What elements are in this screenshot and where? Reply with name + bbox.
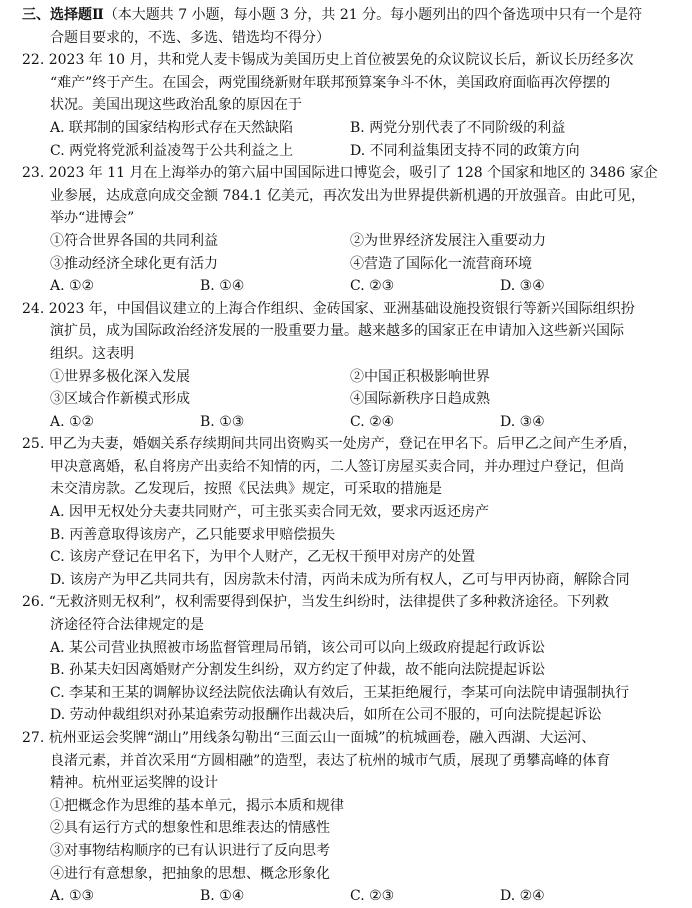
- question-stem: 杭州亚运会奖牌“湖山”用线条勾勒出“三面云山一面城”的杭城画卷，融入西湖、大运河、: [48, 730, 596, 746]
- question-stem: 举办“进博会”: [50, 210, 135, 227]
- option-d[interactable]: D. 该房产为甲乙共同共有，因房款未付清，丙尚未成为所有权人，乙可与甲丙协商，解除合同: [50, 571, 630, 588]
- statement-2: ②具有运行方式的想象性和思维表达的情感性: [50, 820, 330, 837]
- statement-1: ①符合世界各国的共同利益: [50, 232, 218, 249]
- statement-3: ③区域合作新模式形成: [50, 391, 190, 408]
- option-row: [22, 117, 678, 140]
- section-instructions-cont: 合题目要求的，不选、多选、错选均不得分）: [50, 29, 330, 46]
- statement-2: ②为世界经济发展注入重要动力: [350, 232, 546, 249]
- option-d[interactable]: D. ③④: [500, 413, 545, 430]
- question-22: [22, 49, 678, 162]
- question-number: 27.: [22, 730, 45, 746]
- question-stem: 2023 年 10 月，共和党人麦卡锡成为美国历史上首位被罢免的众议院议长后，新议长历经多次: [48, 52, 634, 69]
- question-stem: “难产”终于产生。在国会，两党围绕新财年联邦预算案争斗不休，美国政府面临再次停摆的: [50, 74, 611, 91]
- option-c[interactable]: C. ②③: [350, 888, 395, 905]
- question-stem: 精神。杭州亚运奖牌的设计: [50, 775, 218, 792]
- statement-4: ④进行有意想象，把抽象的思想、概念形象化: [50, 865, 330, 882]
- question-stem: 甲决意离婚，私自将房产出卖给不知情的丙，二人签订房屋买卖合同，并办理过户登记，但尚: [50, 458, 624, 475]
- statement-1: ①把概念作为思维的基本单元，揭示本质和规律: [50, 797, 344, 814]
- statement-3: ③推动经济全球化更有活力: [50, 255, 218, 272]
- option-c[interactable]: C. 该房产登记在甲名下，为甲个人财产，乙无权干预甲对房产的处置: [50, 549, 476, 566]
- option-d[interactable]: D. ②④: [500, 888, 545, 905]
- section-title: 三、选择题Ⅱ: [22, 7, 104, 23]
- question-stem: 组织。这表明: [50, 345, 134, 362]
- option-a[interactable]: A. 某公司营业执照被市场监督管理局吊销，该公司可以向上级政府提起行政诉讼: [50, 639, 546, 656]
- option-b[interactable]: B. 孙某夫妇因离婚财产分割发生纠纷，双方约定了仲裁，故不能向法院提起诉讼: [50, 662, 546, 679]
- question-stem: 演扩员，成为国际政治经济发展的一股重要力量。越来越多的国家正在申请加入这些新兴国际: [50, 323, 624, 340]
- question-27: [22, 727, 678, 908]
- option-c[interactable]: C. ②④: [350, 413, 395, 430]
- option-b[interactable]: B. ①③: [200, 413, 245, 430]
- option-a[interactable]: A. ①②: [50, 413, 95, 430]
- option-b[interactable]: B. ①④: [200, 278, 245, 295]
- option-a[interactable]: A. ①②: [50, 278, 95, 295]
- option-a[interactable]: A. ①③: [50, 888, 95, 905]
- question-stem: 2023 年 11 月在上海举办的第六届中国国际进口博览会，吸引了 128 个国家和地区的 3486 家企: [48, 165, 658, 182]
- option-c[interactable]: C. ②③: [350, 278, 395, 295]
- question-stem: 良渚元素，并首次采用“方圆相融”的造型，表达了杭州的城市气质，展现了勇攀高峰的体育: [50, 752, 611, 769]
- option-row: [22, 411, 678, 434]
- question-number: 24.: [22, 300, 45, 317]
- question-stem: 未交清房款。乙发现后，按照《民法典》规定，可采取的措施是: [50, 481, 442, 498]
- question-number: 23.: [22, 165, 45, 182]
- question-25: [22, 433, 678, 591]
- question-stem: 状况。美国出现这些政治乱象的原因在于: [50, 97, 302, 114]
- option-a[interactable]: A. 联邦制的国家结构形式存在天然缺陷: [50, 119, 294, 136]
- option-row: [22, 275, 678, 298]
- statement-3: ③对事物结构顺序的已有认识进行了反向思考: [50, 842, 330, 859]
- question-23: [22, 162, 678, 298]
- question-number: 26.: [22, 594, 45, 611]
- section-header: [22, 4, 678, 27]
- question-number: 25.: [22, 436, 45, 453]
- section-instructions: （本大题共 7 小题，每小题 3 分，共 21 分。每小题列出的四个备选项中只有一个是符: [103, 7, 643, 23]
- statement-1: ①世界多极化深入发展: [50, 368, 190, 385]
- option-b[interactable]: B. 两党分别代表了不同阶级的利益: [350, 119, 566, 136]
- statement-4: ④国际新秩序日趋成熟: [350, 391, 490, 408]
- option-b[interactable]: B. 丙善意取得该房产，乙只能要求甲赔偿损失: [50, 526, 336, 543]
- statement-row: [22, 388, 678, 411]
- option-c[interactable]: C. 李某和王某的调解协议经法院依法确认有效后，王某拒绝履行，李某可向法院申请强制执行: [50, 684, 630, 701]
- question-26: [22, 591, 678, 727]
- question-number: 22.: [22, 52, 45, 69]
- question-stem: 2023 年，中国倡议建立的上海合作组织、金砖国家、亚洲基础设施投资银行等新兴国际组织扮: [48, 300, 635, 317]
- option-a[interactable]: A. 因甲无权处分夫妻共同财产，可主张买卖合同无效，要求丙返还房产: [50, 504, 490, 521]
- question-24: [22, 298, 678, 434]
- option-d[interactable]: D. 不同利益集团支持不同的政策方向: [350, 142, 580, 159]
- statement-row: [22, 366, 678, 389]
- option-row: [22, 140, 678, 163]
- question-stem: 甲乙为夫妻，婚姻关系存续期间共同出资购买一处房产，登记在甲名下。后甲乙之间产生矛盾，: [48, 436, 637, 453]
- question-stem: 济途径符合法律规定的是: [50, 617, 204, 634]
- question-stem: 业参展，达成意向成交金额 784.1 亿美元，再次发出为世界提供新机遇的开放强音。由此可见，: [50, 187, 645, 204]
- option-d[interactable]: D. ③④: [500, 278, 545, 295]
- statement-4: ④营造了国际化一流营商环境: [350, 255, 532, 272]
- question-stem: “无救济则无权利”，权利需要得到保护，当发生纠纷时，法律提供了多种救济途径。下列救: [48, 594, 610, 611]
- option-d[interactable]: D. 劳动仲裁组织对孙某追索劳动报酬作出裁决后，如所在公司不服的，可向法院提起诉讼: [50, 707, 602, 724]
- option-c[interactable]: C. 两党将党派利益凌驾于公共利益之上: [50, 142, 294, 159]
- option-row: [22, 885, 678, 908]
- statement-2: ②中国正积极影响世界: [350, 368, 490, 385]
- statement-row: [22, 230, 678, 253]
- option-b[interactable]: B. ①④: [200, 888, 245, 905]
- statement-row: [22, 253, 678, 276]
